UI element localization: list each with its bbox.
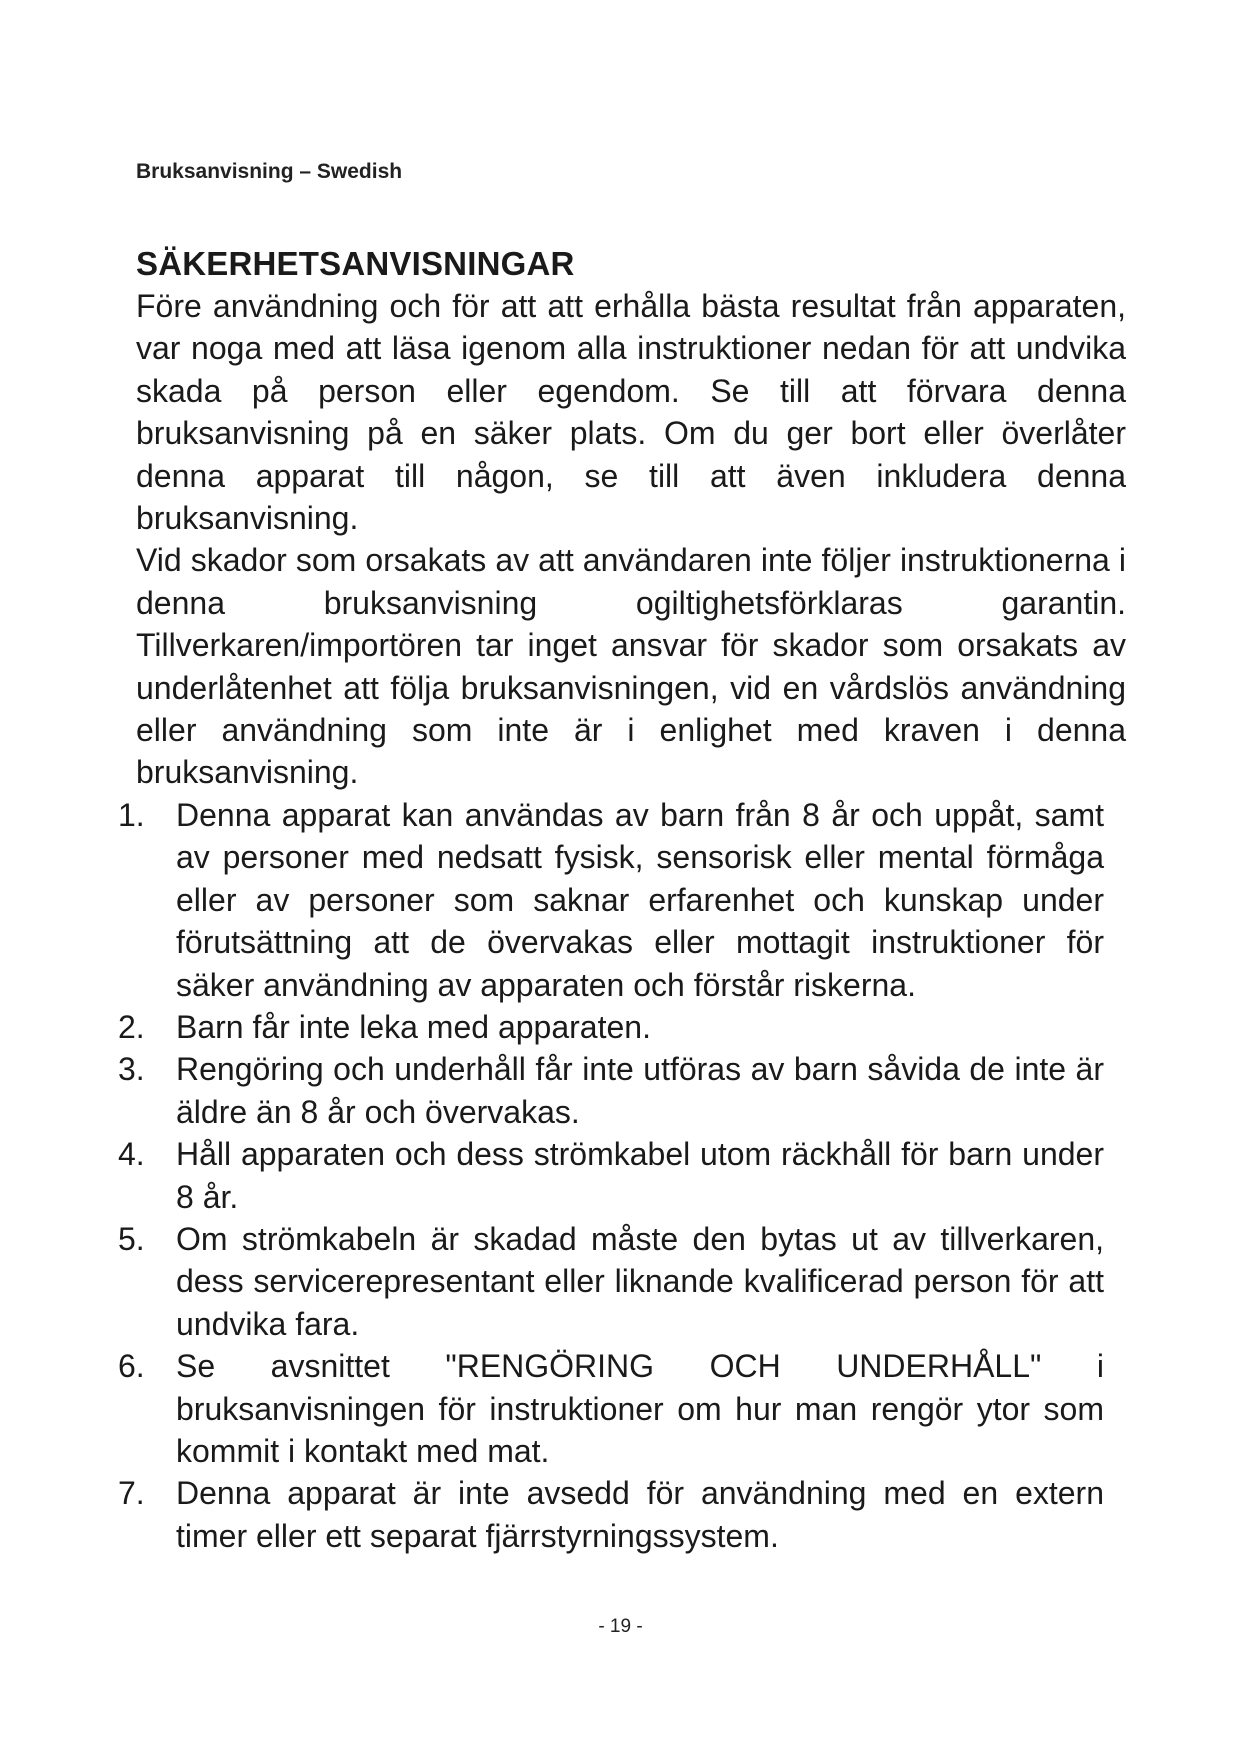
list-item-text: Håll apparaten och dess strömkabel utom räckhåll för barn under 8 år. [176, 1136, 1104, 1215]
page-number: - 19 - [598, 1616, 643, 1637]
list-item-text: Rengöring och underhåll får inte utföras av barn såvida de inte är äldre än 8 år och övervakas. [176, 1051, 1104, 1130]
list-item-text: Barn får inte leka med apparaten. [176, 1008, 651, 1045]
list-item [118, 1048, 1118, 1133]
list-item-number: 7. [118, 1475, 145, 1512]
list-item [118, 1472, 1118, 1557]
list-item-number: 1. [118, 796, 145, 833]
list-item-number: 2. [118, 1008, 145, 1045]
list-item [118, 1133, 1118, 1218]
list-item-number: 6. [118, 1348, 145, 1385]
document-header-label: Bruksanvisning – Swedish [136, 160, 403, 183]
intro-paragraph: Före användning och för att att erhålla bästa resultat från apparaten, var noga med att läsa igenom alla instruktioner nedan för att undvika skada på person eller egendom. Se till att förvara denna bruksanvisning på en säker plats. Om du ger bort eller överlåter denna apparat till någon, se till att även inkludera denna bruksanvisning. [136, 288, 1126, 537]
list-item-text: Denna apparat kan användas av barn från 8 år och uppåt, samt av personer med nedsatt fysisk, sensorisk eller mental förmåga eller av personer som saknar erfarenhet och kunskap under förutsättning att de övervakas eller mottagit instruktioner för säker användning av apparaten och förstår riskerna. [176, 796, 1104, 1003]
warranty-paragraph: Vid skador som orsakats av att användaren inte följer instruktionerna i denna bruksanvisning ogiltighetsförklaras garantin. Tillverkaren/importören tar inget ansvar för skador som orsakats av underlåtenhet att följa bruksanvisningen, vid en vårdslös användning eller användning som inte är i enlighet med kraven i denna bruksanvisning. [136, 542, 1126, 791]
list-item-text: Se avsnittet "RENGÖRING OCH UNDERHÅLL" i bruksanvisningen för instruktioner om hur man rengör ytor som kommit i kontakt med mat. [176, 1348, 1104, 1469]
safety-instructions-list [118, 794, 1118, 1557]
list-item-number: 4. [118, 1136, 145, 1173]
list-item-text: Om strömkabeln är skadad måste den bytas ut av tillverkaren, dess servicerepresentant eller liknande kvalificerad person för att undvika fara. [176, 1220, 1104, 1342]
list-item [118, 1006, 1118, 1048]
list-item [118, 794, 1118, 1006]
list-item-text: Denna apparat är inte avsedd för användning med en extern timer eller ett separat fjärrstyrningssystem. [176, 1475, 1104, 1554]
list-item-number: 3. [118, 1051, 145, 1088]
list-item-number: 5. [118, 1220, 145, 1257]
list-item [118, 1218, 1118, 1345]
list-item [118, 1345, 1118, 1472]
safety-section [118, 243, 1126, 1557]
section-title: SÄKERHETSANVISNINGAR [136, 245, 575, 282]
